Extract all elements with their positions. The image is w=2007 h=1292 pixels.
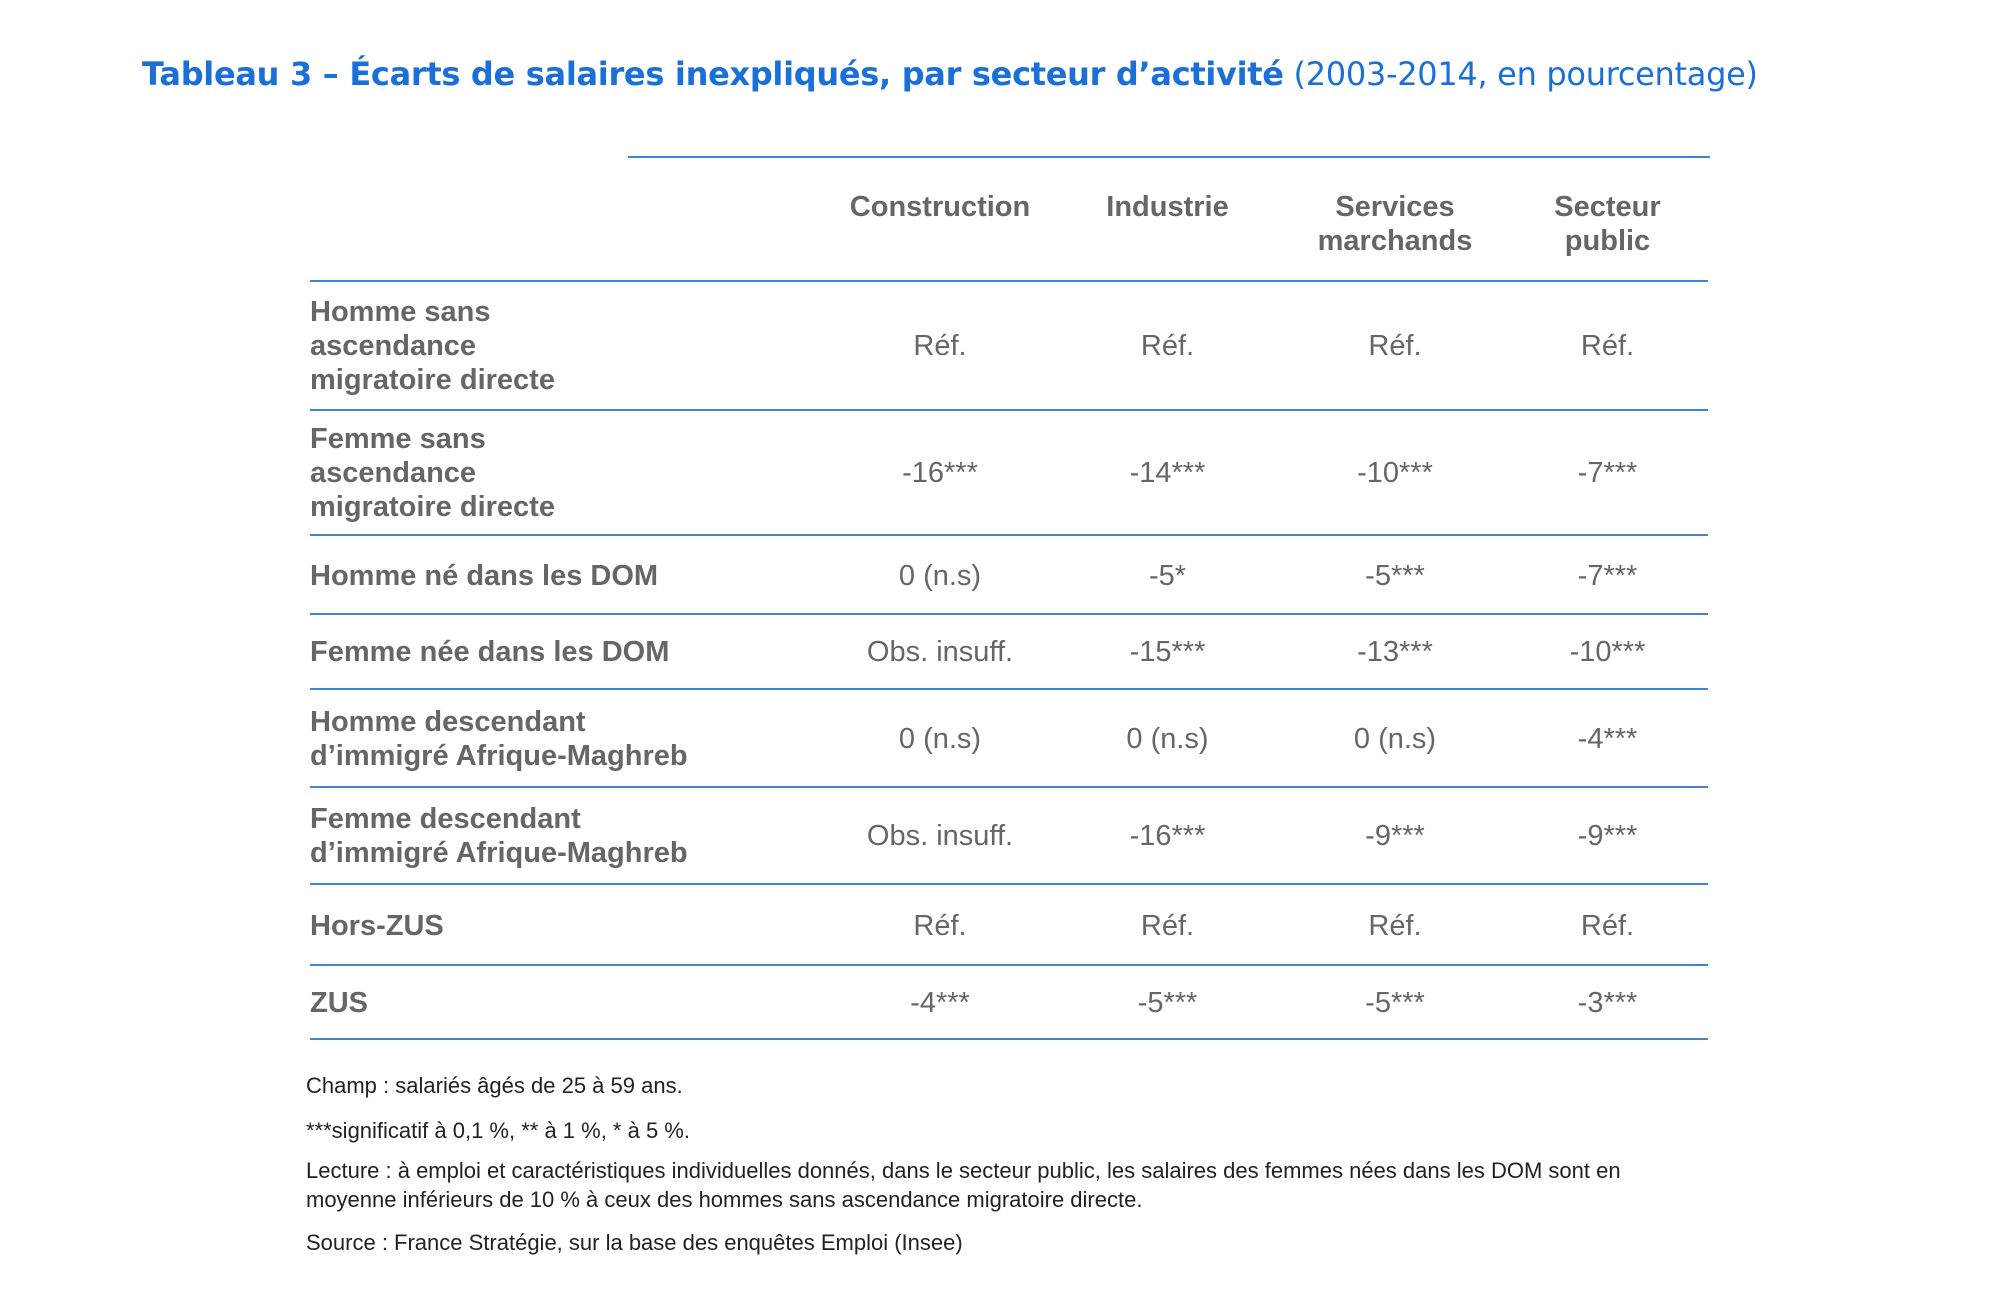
table-cell: -16***	[1129, 820, 1206, 852]
row-label: Homme sans ascendance migratoire directe	[310, 296, 555, 396]
table-title	[142, 55, 1758, 93]
row-rule	[310, 964, 1708, 966]
table-cell: 0 (n.s)	[898, 560, 982, 592]
row-rule	[310, 613, 1708, 615]
header-bottom-rule	[310, 280, 1708, 282]
table-cell: Réf.	[1580, 330, 1635, 362]
column-header-services-marchands: Services marchands	[1317, 191, 1473, 257]
table-cell: Réf.	[1140, 910, 1195, 942]
row-rule	[310, 534, 1708, 536]
table-bottom-rule	[310, 1038, 1708, 1040]
row-rule	[310, 786, 1708, 788]
row-rule	[310, 409, 1708, 411]
table-cell: -5***	[1365, 987, 1425, 1019]
table-cell: Réf.	[913, 330, 967, 362]
table-cell: -5*	[1148, 560, 1187, 592]
table-cell: -7***	[1577, 560, 1638, 592]
table-cell: -7***	[1577, 457, 1638, 489]
table-cell: Réf.	[1140, 330, 1195, 362]
table-cell: -10***	[1357, 457, 1433, 489]
table-cell: Réf.	[1580, 910, 1635, 942]
note-champ: Champ : salariés âgés de 25 à 59 ans.	[306, 1073, 683, 1098]
table-cell: -4***	[1577, 723, 1638, 755]
note-significance: ***significatif à 0,1 %, ** à 1 %, * à 5 %.	[306, 1118, 690, 1143]
row-label: Hors-ZUS	[310, 910, 444, 942]
table-cell: -14***	[1129, 457, 1206, 489]
table-cell: 0 (n.s)	[1353, 723, 1437, 755]
row-label: Femme descendant d’immigré Afrique-Maghreb	[310, 803, 688, 869]
table-cell: -13***	[1357, 636, 1433, 668]
table-cell: Réf.	[913, 910, 967, 942]
row-label: Femme sans ascendance migratoire directe	[310, 423, 555, 523]
header-top-rule	[628, 156, 1710, 158]
table-cell: -3***	[1577, 987, 1638, 1019]
table-title-subtitle: (2003-2014, en pourcentage)	[1293, 55, 1758, 93]
table-cell: -4***	[910, 987, 970, 1019]
row-label: Homme né dans les DOM	[310, 560, 659, 592]
table-cell: -9***	[1577, 820, 1638, 852]
note-source: Source : France Stratégie, sur la base des enquêtes Emploi (Insee)	[306, 1230, 963, 1255]
table-cell: Obs. insuff.	[866, 820, 1014, 852]
row-label: ZUS	[310, 987, 368, 1019]
table-cell: -9***	[1365, 820, 1425, 852]
table-cell: -10***	[1569, 636, 1646, 668]
row-rule	[310, 688, 1708, 690]
table-cell: 0 (n.s)	[1126, 723, 1209, 755]
table-cell: -5***	[1365, 560, 1425, 592]
table-cell: -16***	[902, 457, 978, 489]
row-label: Femme née dans les DOM	[310, 636, 670, 668]
table-cell: 0 (n.s)	[898, 723, 982, 755]
column-header-secteur-public: Secteur public	[1554, 191, 1661, 257]
column-header-construction: Construction	[849, 191, 1031, 223]
row-rule	[310, 883, 1708, 885]
table-cell: -5***	[1137, 987, 1198, 1019]
column-header-industrie: Industrie	[1106, 191, 1229, 223]
table-cell: Obs. insuff.	[866, 636, 1014, 668]
note-lecture: Lecture : à emploi et caractéristiques individuelles donnés, dans le secteur public, les salaires des femmes nées dans les DOM sont en moyenne inférieurs de 10 % à ceux des hommes sans ascendance migratoire directe.	[306, 1158, 1621, 1212]
table-cell: Réf.	[1368, 330, 1422, 362]
table-title-main: Tableau 3 – Écarts de salaires inexpliqués, par secteur d’activité	[142, 55, 1284, 93]
row-label: Homme descendant d’immigré Afrique-Maghreb	[310, 706, 688, 772]
table-cell: Réf.	[1368, 910, 1422, 942]
table-cell: -15***	[1129, 636, 1206, 668]
